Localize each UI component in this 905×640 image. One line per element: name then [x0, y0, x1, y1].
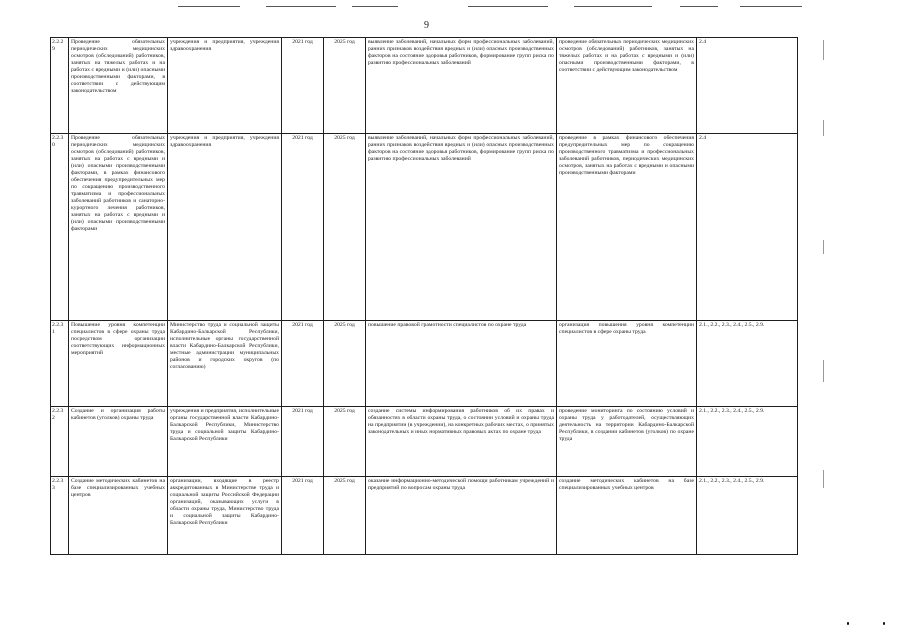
- start-year: 2021 год: [282, 134, 324, 321]
- consequences: создание методических кабинетов на базе специализированных учебных центров: [557, 477, 697, 555]
- executors: Министерство труда и социальной защиты Кабардино-Балкарской Республики, исполнительные органы государственной власти Кабардино-Балкарской Республики, местные администрации муниципальных районов и городских округов (по согласованию): [168, 321, 282, 407]
- measure-name: Проведение обязательных периодических медицинских осмотров (обследований) работников, занятых на работах с вредными и (или) опасными производственными факторами, в рамках финансового обеспечения предупредительных мер по сокращению производственного травматизма и профессиональных заболеваний работников и санаторно-курортного лечения работников, занятых на работах с вредными и (или) опасными производственными факторами: [69, 134, 168, 321]
- indicators: 2.1., 2.2., 2.3., 2.4., 2.5., 2.9.: [697, 321, 798, 407]
- start-year: 2021 год: [282, 477, 324, 555]
- end-year: 2025 год: [324, 477, 366, 555]
- row-number: 2.2.30: [51, 134, 69, 321]
- top-edge-line: [468, 6, 548, 7]
- scan-speck: [847, 622, 849, 625]
- executors: учреждения и предприятия, учреждения здравоохранения: [168, 38, 282, 134]
- measure-name: Создание и организация работы кабинетов (уголков) охраны труда: [69, 407, 168, 477]
- row-number: 2.2.32: [51, 407, 69, 477]
- scan-speck: [883, 622, 885, 625]
- expected-result: создание системы информирования работников об их правах и обязанностях в области охраны труда, о состоянии условий и охраны труда на предприятии (в учреждении), на конкретных рабочих местах, о принятых законодательных и иных нормативных правовых актах по охране труда: [366, 407, 557, 477]
- top-edge-line: [740, 6, 802, 7]
- indicators: 2.1., 2.2., 2.3., 2.4., 2.5., 2.9.: [697, 407, 798, 477]
- right-margin-mark: [823, 40, 824, 60]
- right-margin-mark: [823, 360, 824, 382]
- table-row: [51, 38, 798, 134]
- right-margin-mark: [823, 240, 824, 254]
- top-edge-line: [178, 6, 240, 7]
- row-number: 2.2.33: [51, 477, 69, 555]
- consequences: организация повышения уровня компетенции специалистов в сфере охраны труда: [557, 321, 697, 407]
- right-margin-mark: [823, 120, 824, 136]
- measure-name: Создание методических кабинетов на базе специализированных учебных центров: [69, 477, 168, 555]
- top-edge-line: [352, 6, 398, 7]
- end-year: 2025 год: [324, 38, 366, 134]
- table-row: [51, 134, 798, 321]
- top-edge-line: [680, 6, 718, 7]
- end-year: 2025 год: [324, 134, 366, 321]
- table-row: [51, 477, 798, 555]
- executors: учреждения и предприятия, исполнительные органы государственной власти Кабардино-Балкарской Республики, Министерство труда и социальной защиты Кабардино-Балкарской Республики: [168, 407, 282, 477]
- indicators: 2.1., 2.2., 2.3., 2.4., 2.5., 2.9.: [697, 477, 798, 555]
- top-edge-line: [266, 6, 336, 7]
- table-row: [51, 321, 798, 407]
- measure-name: Проведение обязательных периодических медицинских осмотров (обследований) работников, занятых на тяжелых работах и на работах с вредными и (или) опасными производственными факторами, в соответствии с действующим законодательством: [69, 38, 168, 134]
- indicators: 2.4: [697, 38, 798, 134]
- start-year: 2021 год: [282, 407, 324, 477]
- measures-table: [50, 37, 798, 555]
- executors: организации, входящие в реестр аккредитованных в Министерстве труда и социальной защиты Российской Федерации организаций, оказывающих услуги в области охраны труда, Министерство труда и социальной защиты Кабардино-Балкарской Республики: [168, 477, 282, 555]
- row-number: 2.2.29: [51, 38, 69, 134]
- right-margin-mark: [823, 470, 824, 488]
- expected-result: выявление заболеваний, начальных форм профессиональных заболеваний, ранних признаков воздействия вредных и (или) опасных производственных факторов на состояние здоровья работников, формирование групп риска по развитию профессиональных заболеваний: [366, 134, 557, 321]
- consequences: проведение в рамках финансового обеспечения предупредительных мер по сокращению производственного травматизма и профессиональных заболеваний работников, периодических медицинских осмотров, занятых на работах с вредными и опасными производственными факторами: [557, 134, 697, 321]
- expected-result: оказание информационно-методической помощи работникам учреждений и предприятий по вопросам охраны труда: [366, 477, 557, 555]
- page-number: 9: [424, 20, 429, 31]
- row-number: 2.2.31: [51, 321, 69, 407]
- start-year: 2021 год: [282, 321, 324, 407]
- expected-result: выявление заболеваний, начальных форм профессиональных заболеваний, ранних признаков воздействия вредных и (или) опасных производственных факторов на состояние здоровья работников, формирование групп риска по развитию профессиональных заболеваний: [366, 38, 557, 134]
- table-row: [51, 407, 798, 477]
- consequences: проведение обязательных периодических медицинских осмотров (обследований) работников, занятых на тяжелых работах и на работах с вредными и (или) опасными производственными факторами, в соответствии с действующим законодательством: [557, 38, 697, 134]
- indicators: 2.4: [697, 134, 798, 321]
- top-edge-line: [574, 6, 652, 7]
- consequences: проведение мониторинга по состоянию условий и охраны труда у работодателей, осуществляющих деятельность на территории Кабардино-Балкарской Республики, в создании кабинетов (уголков) по охране труда: [557, 407, 697, 477]
- end-year: 2025 год: [324, 321, 366, 407]
- expected-result: повышение правовой грамотности специалистов по охране труда: [366, 321, 557, 407]
- executors: учреждения и предприятия, учреждения здравоохранения: [168, 134, 282, 321]
- measure-name: Повышение уровня компетенции специалистов в сфере охраны труда посредством организации соответствующих информационных мероприятий: [69, 321, 168, 407]
- start-year: 2021 год: [282, 38, 324, 134]
- end-year: 2025 год: [324, 407, 366, 477]
